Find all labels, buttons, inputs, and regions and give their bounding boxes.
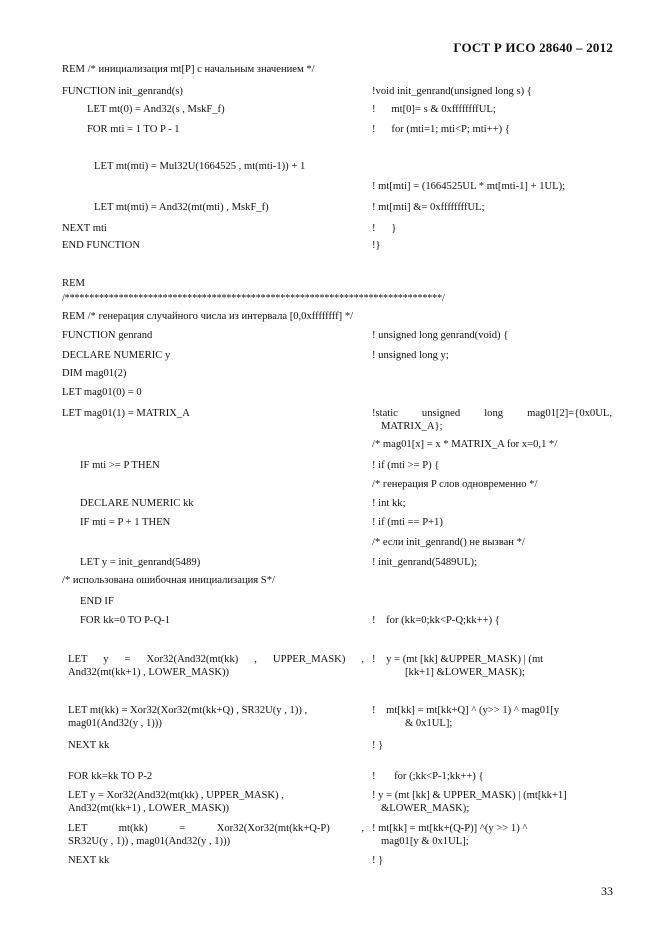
code-line-right: ! unsigned long y; xyxy=(372,350,449,361)
code-line-right: ! } xyxy=(372,855,384,866)
code-line-right: ! mt[kk] = mt[kk+Q] ^ (y>> 1) ^ mag01[y xyxy=(372,705,560,716)
code-line-left: REM /* инициализация mt[P] с начальным значением */ xyxy=(62,64,315,75)
code-line-left: LET y = Xor32(And32(mt(kk) , UPPER_MASK) , xyxy=(68,790,284,801)
code-line-left: END FUNCTION xyxy=(62,240,140,251)
code-line-left: FOR kk=kk TO P-2 xyxy=(68,771,153,782)
code-line-left: LET mt(kk) = Xor32(Xor32(mt(kk+Q) , SR32U(y , 1)) , xyxy=(68,705,308,716)
code-line-left: FOR mti = 1 TO P - 1 xyxy=(87,124,180,135)
code-line-right: !static unsigned long mag01[2]={0x0UL, xyxy=(372,408,612,419)
code-line-right: ! mt[mti] &= 0xffffffffUL; xyxy=(372,202,485,213)
code-line-left: LET mag01(0) = 0 xyxy=(62,387,142,398)
code-line-left: LET mt(kk) = Xor32(Xor32(mt(kk+Q-P) , xyxy=(68,823,364,834)
code-line-left: And32(mt(kk+1) , LOWER_MASK)) xyxy=(68,667,230,678)
code-comment: /* использована ошибочная инициализация S*/ xyxy=(62,575,275,586)
code-line-right: ! mt[mti] = (1664525UL * mt[mti-1] + 1UL); xyxy=(372,181,566,192)
code-line-left: DECLARE NUMERIC kk xyxy=(80,498,194,509)
code-line-left: LET y = init_genrand(5489) xyxy=(80,557,201,568)
code-line-left: mag01(And32(y , 1))) xyxy=(68,718,162,729)
code-line-left: DIM mag01(2) xyxy=(62,368,127,379)
code-line-right: ! for (mti=1; mti<P; mti++) { xyxy=(372,124,510,135)
code-line-left: LET mt(0) = And32(s , MskF_f) xyxy=(87,104,225,115)
page-header: ГОСТ Р ИСО 28640 – 2012 xyxy=(453,40,613,55)
code-line-right: ! mt[kk] = mt[kk+(Q-P)] ^(y >> 1) ^ xyxy=(372,823,528,834)
code-line-left: NEXT mti xyxy=(62,223,107,234)
code-line-left: REM /* генерация случайного числа из интервала [0,0xffffffff] */ xyxy=(62,311,354,322)
code-line-left: FOR kk=0 TO P-Q-1 xyxy=(80,615,171,626)
code-line-left: FUNCTION init_genrand(s) xyxy=(62,86,183,97)
code-line-right: ! mt[0]= s & 0xffffffffUL; xyxy=(372,104,496,115)
code-line-right: mag01[y & 0x1UL]; xyxy=(381,836,469,847)
code-line-left: DECLARE NUMERIC y xyxy=(62,350,171,361)
code-line-right: [kk+1] &LOWER_MASK); xyxy=(405,667,525,678)
code-line-right: ! init_genrand(5489UL); xyxy=(372,557,478,568)
code-line-right: !} xyxy=(372,240,381,251)
code-line-right: ! for (kk=0;kk<P-Q;kk++) { xyxy=(372,615,500,626)
page-number: 33 xyxy=(601,884,613,898)
code-line-left: IF mti >= P THEN xyxy=(80,460,160,471)
code-line-left: NEXT kk xyxy=(68,740,110,751)
code-line-left: LET mt(mti) = Mul32U(1664525 , mt(mti-1)) + 1 xyxy=(94,161,306,172)
code-line-right: & 0x1UL]; xyxy=(405,718,453,729)
code-comment: /* генерация P слов одновременно */ xyxy=(372,479,538,490)
code-line-left: FUNCTION genrand xyxy=(62,330,153,341)
code-line-left: LET y = Xor32(And32(mt(kk) , UPPER_MASK) , xyxy=(68,654,364,665)
code-line-right: ! y = (mt [kk] &UPPER_MASK) | (mt xyxy=(372,654,544,665)
code-line-right: ! if (mti >= P) { xyxy=(372,460,440,471)
code-line-left: LET mag01(1) = MATRIX_A xyxy=(62,408,190,419)
code-comment: /* если init_genrand() не вызван */ xyxy=(372,537,525,548)
code-line-left: And32(mt(kk+1) , LOWER_MASK)) xyxy=(68,803,230,814)
code-line-right: ! if (mti == P+1) xyxy=(372,517,443,528)
code-line-left: END IF xyxy=(80,596,114,607)
code-line-left: SR32U(y , 1)) , mag01(And32(y , 1))) xyxy=(68,836,231,847)
code-line-right: ! } xyxy=(372,740,384,751)
code-line-right: ! y = (mt [kk] & UPPER_MASK) | (mt[kk+1] xyxy=(372,790,567,801)
code-line-right: ! unsigned long genrand(void) { xyxy=(372,330,509,341)
code-line-right: &LOWER_MASK); xyxy=(381,803,470,814)
code-line-right: MATRIX_A}; xyxy=(381,421,443,432)
code-line-right: !void init_genrand(unsigned long s) { xyxy=(372,86,532,97)
code-line-right: ! for (;kk<P-1;kk++) { xyxy=(372,771,484,782)
code-line-right: ! int kk; xyxy=(372,498,406,509)
code-comment: /* mag01[x] = x * MATRIX_A for x=0,1 */ xyxy=(372,439,558,450)
code-line-left: LET mt(mti) = And32(mt(mti) , MskF_f) xyxy=(94,202,269,213)
separator-line: /*****************************************************************************/ xyxy=(62,293,445,304)
code-line-left: NEXT kk xyxy=(68,855,110,866)
code-line-left: IF mti = P + 1 THEN xyxy=(80,517,171,528)
code-line-left: REM xyxy=(62,278,85,289)
code-line-right: ! } xyxy=(372,223,397,234)
